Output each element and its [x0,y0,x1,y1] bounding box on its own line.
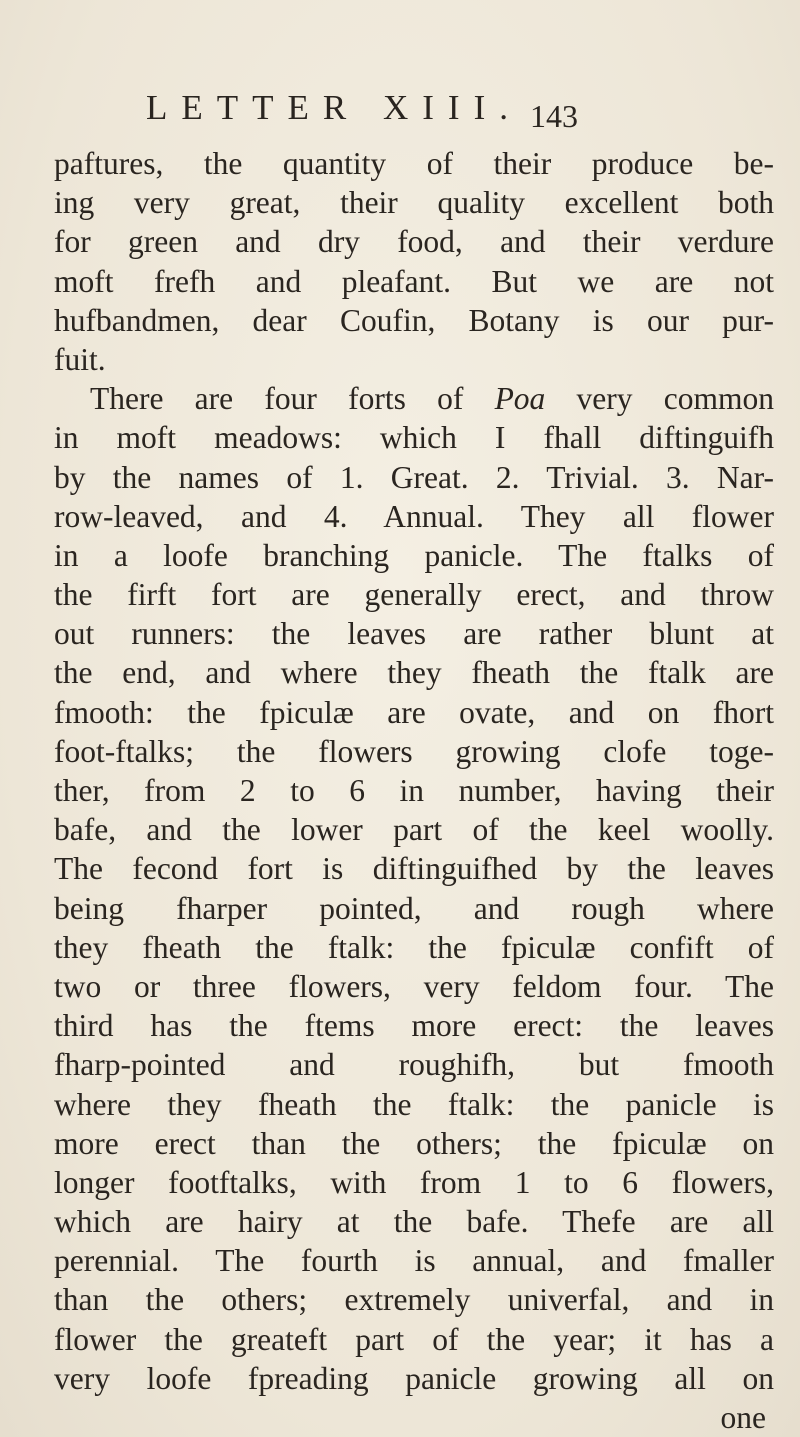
text-line: perennial. The fourth is annual, and fmaller [54,1243,774,1279]
text-line: than the others; extremely univerfal, and in [54,1282,774,1318]
text-line: longer footftalks, with from 1 to 6 flowers, [54,1164,774,1200]
text-line: ing very great, their quality excellent both [54,185,774,221]
text-line: fuit. [54,341,106,377]
text-line: moft frefh and pleafant. But we are not [54,263,774,299]
text-line [54,379,774,418]
text-line: two or three flowers, very feldom four. The [54,968,774,1004]
text-line: where they fheath the ftalk: the panicle is [54,1086,774,1122]
text-line: they fheath the ftalk: the fpiculæ confift of [54,929,774,965]
text-segment: There are four forts of [90,381,495,417]
text-line: by the names of 1. Great. 2. Trivial. 3. Nar- [54,459,774,495]
text-line: flower the greateft part of the year; it has a [54,1321,774,1357]
text-line: the end, and where they fheath the ftalk are [54,655,774,691]
text-line: The fecond fort is diftinguifhed by the leaves [54,851,774,887]
text-line: in a loofe branching panicle. The ftalks of [54,537,774,573]
text-line: row-leaved, and 4. Annual. They all flower [54,498,774,534]
page-number: 143 [530,98,578,134]
text-line: more erect than the others; the fpiculæ on [54,1125,774,1161]
text-line: in moft meadows: which I fhall diftinguifh [54,420,774,456]
text-segment: very common [545,381,774,417]
body-text [54,144,774,1437]
text-line: out runners: the leaves are rather blunt at [54,616,774,652]
text-line: paftures, the quantity of their produce be- [54,146,774,181]
running-head: LETTER XIII. [146,88,522,127]
text-line: very loofe fpreading panicle growing all on [54,1360,774,1396]
text-line: being fharper pointed, and rough where [54,890,774,926]
text-line: bafe, and the lower part of the keel woolly. [54,812,774,848]
catchword: one [720,1400,766,1435]
text-line: for green and dry food, and their verdure [54,224,774,260]
text-line: foot-ftalks; the flowers growing clofe toge- [54,733,774,769]
text-line: third has the ftems more erect: the leaves [54,1008,774,1044]
text-line: fharp-pointed and roughifh, but fmooth [54,1047,774,1083]
text-line: ther, from 2 to 6 in number, having their [54,773,774,808]
text-line: fmooth: the fpiculæ are ovate, and on fhort [54,694,774,730]
text-line: the firft fort are generally erect, and throw [54,577,774,613]
text-line: which are hairy at the bafe. Thefe are all [54,1204,774,1240]
text-line: hufbandmen, dear Coufin, Botany is our pur- [54,302,774,338]
genus-name-poa: Poa [494,381,546,417]
